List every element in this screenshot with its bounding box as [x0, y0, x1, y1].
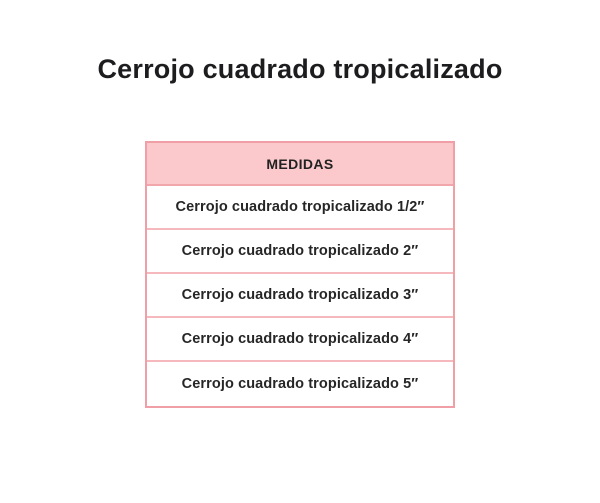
table-row: Cerrojo cuadrado tropicalizado 3″ — [147, 274, 453, 318]
table-row: Cerrojo cuadrado tropicalizado 4″ — [147, 318, 453, 362]
table-header-medidas: MEDIDAS — [147, 143, 453, 186]
table-row: Cerrojo cuadrado tropicalizado 2″ — [147, 230, 453, 274]
medidas-table — [145, 141, 455, 408]
table-row: Cerrojo cuadrado tropicalizado 5″ — [147, 362, 453, 406]
table-row: Cerrojo cuadrado tropicalizado 1/2″ — [147, 186, 453, 230]
page-title: Cerrojo cuadrado tropicalizado — [97, 54, 503, 84]
